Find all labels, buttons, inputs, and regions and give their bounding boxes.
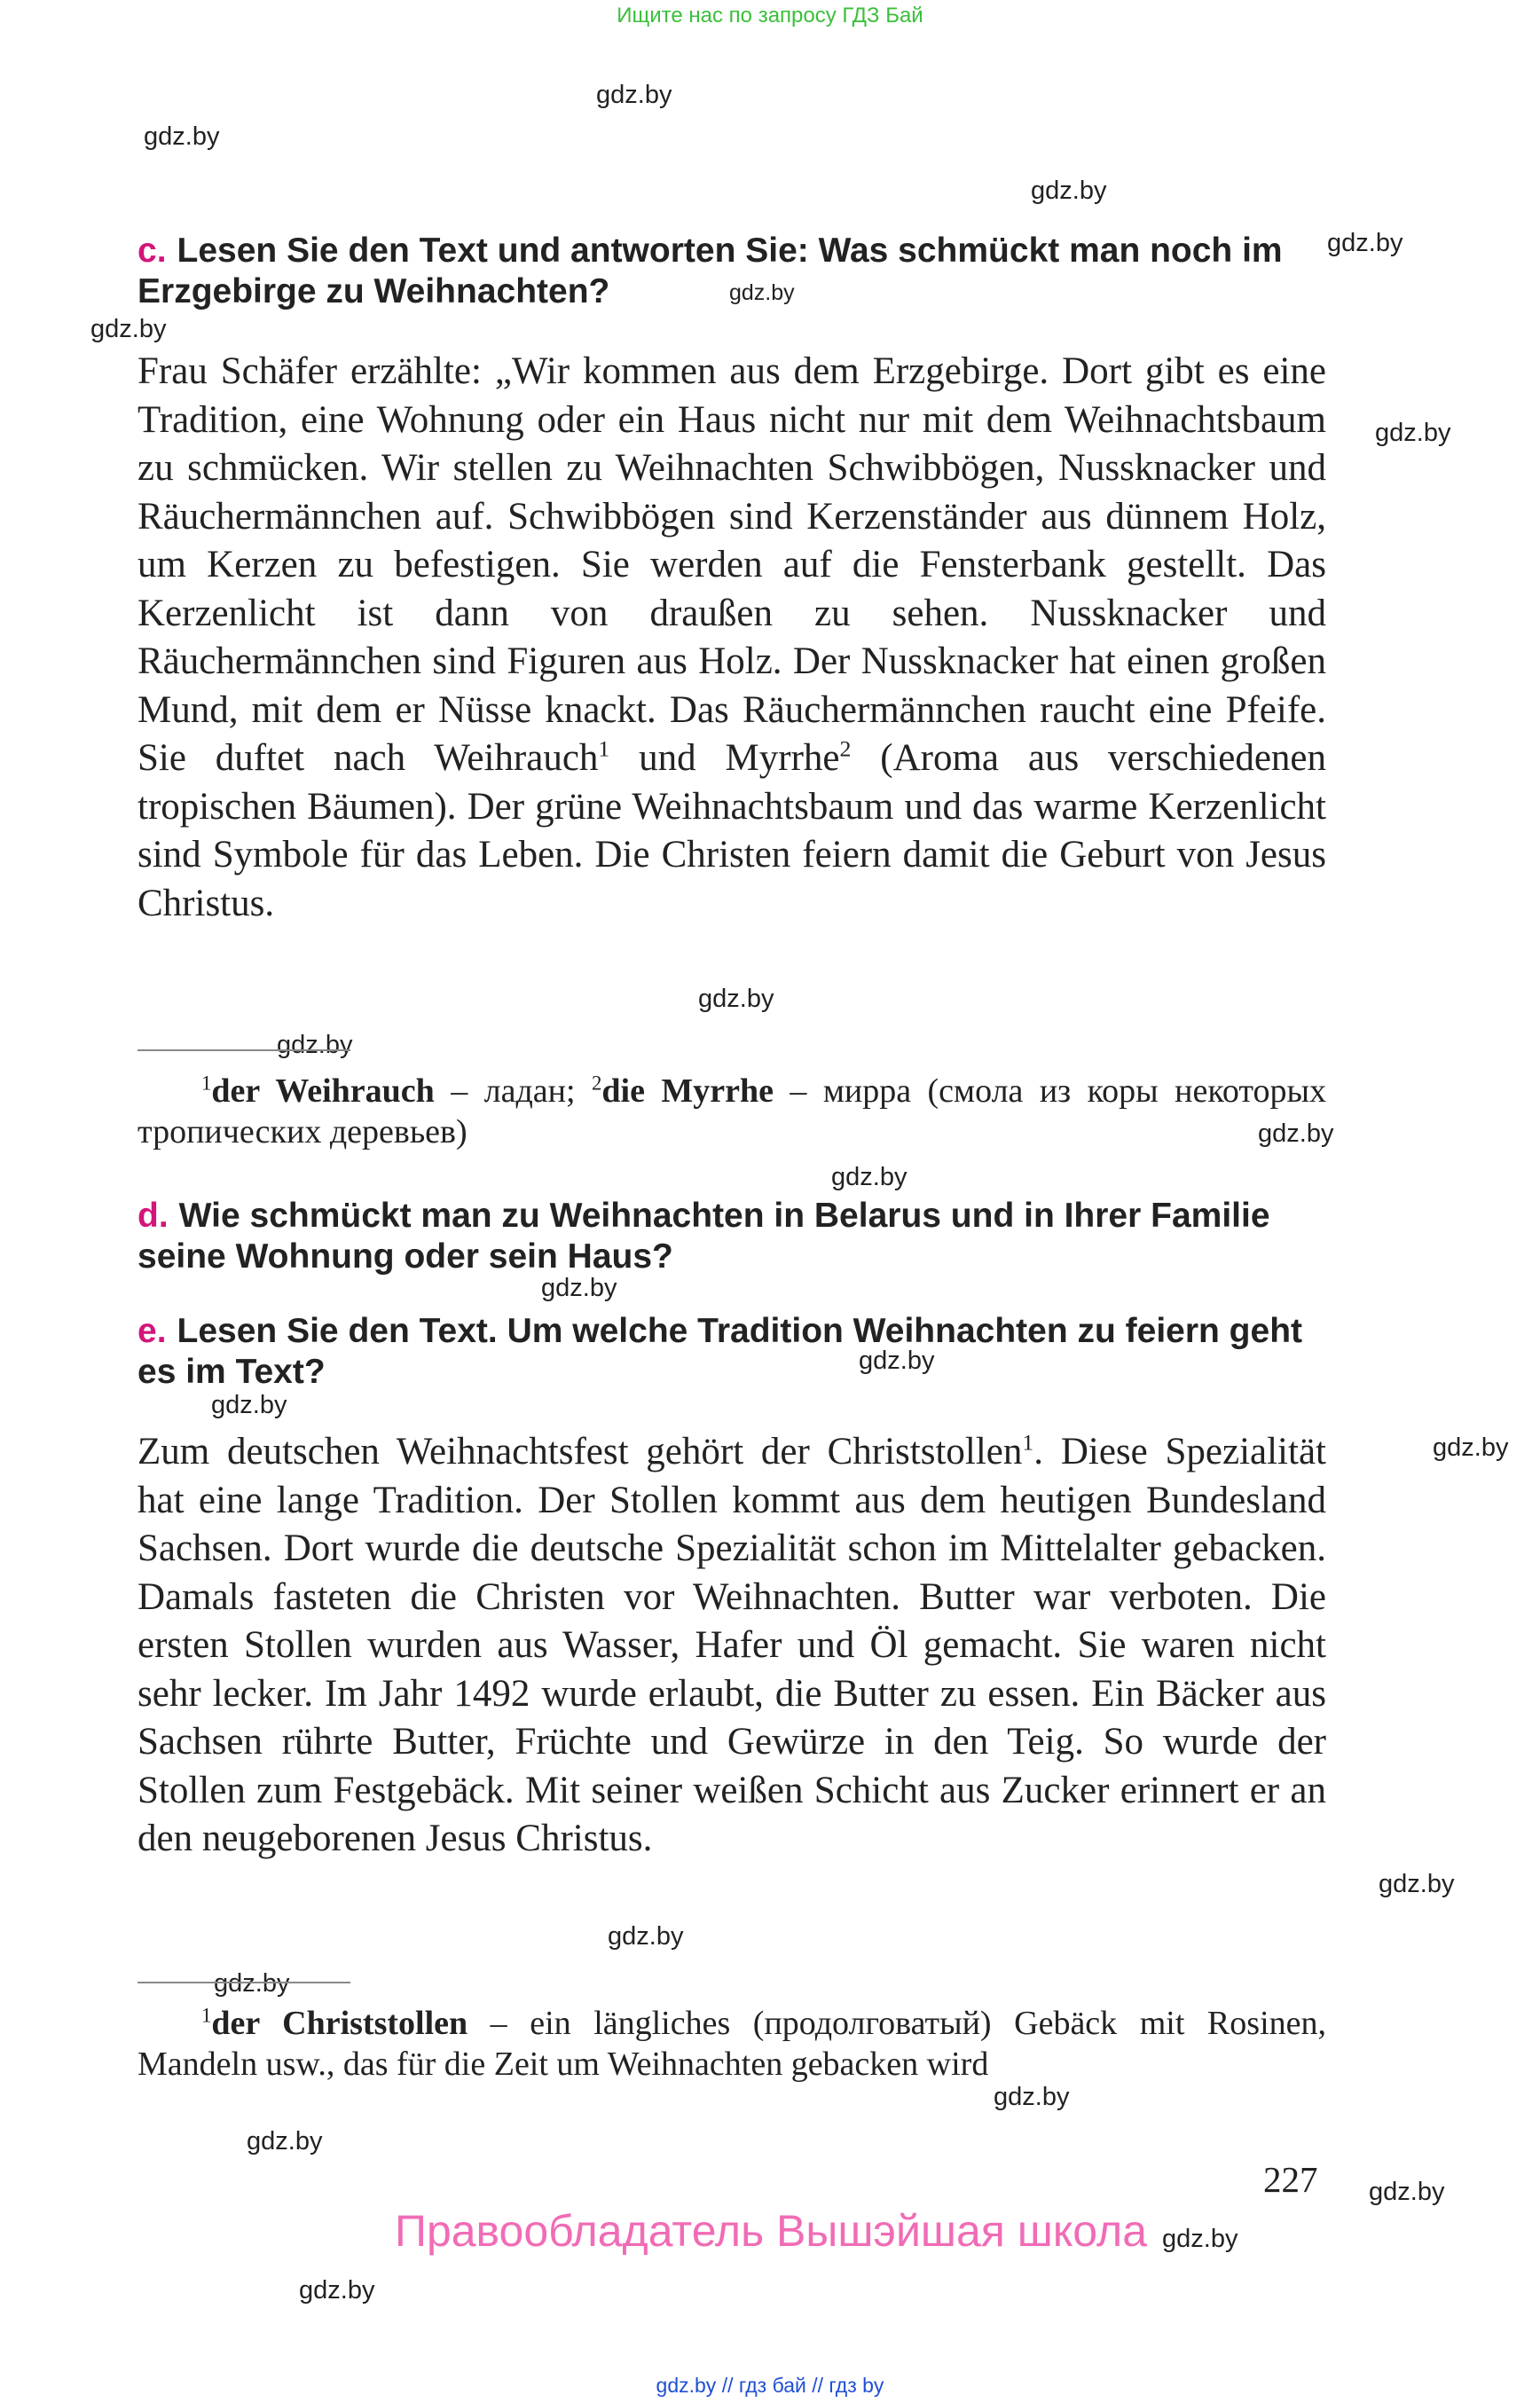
watermark: gdz.by — [596, 81, 672, 109]
watermark: gdz.by — [144, 122, 220, 151]
footnote-definition: – мирра (смола из коры некоторых тропических деревьев) — [138, 1072, 1326, 1150]
task-d-heading — [138, 1196, 1331, 1277]
footnote-c — [138, 1071, 1326, 1152]
footnote-marker: 1 — [598, 735, 610, 762]
bottom-links[interactable]: gdz.by // гдз бай // гдз by — [656, 2374, 884, 2397]
watermark: gdz.by — [1379, 1870, 1455, 1898]
watermark: gdz.by — [1162, 2225, 1238, 2253]
text-segment: Frau Schäfer erzählte: „Wir kommen aus dem Erzgebirge. Dort gibt es eine Tradition, eine Wohnung oder ein Haus nicht nur mit dem Weihnachtsbaum zu schmücken. Wir stellen zu Weihnachten Schwibbögen, Nussknacker und Räuchermännchen auf. Schwibbögen sind Kerzenständer aus dünnem Holz, um Kerzen zu befestigen. Sie werden auf die Fensterbank gestellt. Das Kerzenlicht ist dann von draußen zu sehen. Nussknacker und Räuchermännchen sind Figuren aus Holz. Der Nussknacker hat einen großen Mund, mit dem er Nüsse knackt. Das Räuchermännchen raucht eine Pfeife. Sie duftet nach Weihrauch — [138, 350, 1326, 779]
watermark: gdz.by — [831, 1163, 908, 1191]
task-e-heading — [138, 1311, 1331, 1393]
footnote-marker: 1 — [1022, 1429, 1034, 1456]
watermark: gdz.by — [859, 1347, 935, 1375]
watermark: gdz.by — [1375, 419, 1451, 447]
reading-text-c — [138, 348, 1326, 928]
text-segment: . Diese Spezialität hat eine lange Tradition. Der Stollen kommt aus dem heutigen Bundesland Sachsen. Dort wurde die deutsche Spezialität schon im Mittelalter gebacken. Damals fasteten die Christen vor Weihnachten. Butter war verboten. Die ersten Stollen wurden aus Wasser, Hafer und Öl gemacht. Sie waren nicht sehr lecker. Im Jahr 1492 wurde erlaubt, die Butter zu essen. Ein Bäcker aus Sachsen rührte Butter, Früchte und Gewürze in den Teig. So wurde der Stollen zum Festgebäck. Mit seiner weißen Schicht aus Zucker erinnert er an den neugeborenen Jesus Christus. — [138, 1431, 1326, 1859]
page-number: 227 — [1263, 2159, 1318, 2200]
text-segment: Zum deutschen Weihnachtsfest gehört der Christstollen — [138, 1431, 1023, 1472]
watermark: gdz.by — [299, 2276, 375, 2305]
footnote-term: die Myrrhe — [601, 1072, 774, 1110]
watermark: gdz.by — [247, 2127, 323, 2156]
footnote-term: der Christstollen — [211, 2005, 468, 2042]
watermark: gdz.by — [214, 1969, 290, 1998]
task-c-heading — [138, 231, 1331, 312]
watermark: gdz.by — [1258, 1119, 1334, 1148]
task-letter: d. — [138, 1197, 169, 1235]
watermark: gdz.by — [541, 1274, 617, 1302]
watermark: gdz.by — [1433, 1433, 1509, 1462]
footnote-marker: 1 — [201, 2004, 212, 2027]
footnote-divider — [138, 1049, 350, 1051]
watermark: gdz.by — [277, 1031, 353, 1059]
watermark: gdz.by — [1369, 2178, 1445, 2206]
footnote-divider — [138, 1982, 350, 1983]
rights-holder: Правообладатель Вышэйшая школа — [395, 2206, 1147, 2256]
watermark: gdz.by — [698, 985, 774, 1013]
footnote-definition: – ладан; — [434, 1072, 592, 1110]
footnote-definition: – ein längliches (продолговатый) Gebäck mit Rosinen, Mandeln usw., das für die Zeit um Weihnachten gebacken wird — [138, 2005, 1326, 2083]
footnote-marker: 2 — [839, 735, 852, 762]
watermark: gdz.by — [90, 315, 167, 343]
top-banner: Ищите нас по запросу ГДЗ Бай — [617, 4, 923, 27]
task-text: Lesen Sie den Text und antworten Sie: Was schmückt man noch im Erzgebirge zu Weihnachten? — [138, 232, 1283, 310]
watermark: gdz.by — [1031, 177, 1107, 205]
task-letter: e. — [138, 1312, 167, 1350]
footnote-marker: 1 — [201, 1072, 212, 1095]
text-segment: und Myrrhe — [609, 737, 840, 779]
reading-text-e — [138, 1428, 1326, 1864]
text-segment: (Aroma aus verschiedenen tropischen Bäumen). Der grüne Weihnachtsbaum und das warme Kerzenlicht sind Symbole für das Leben. Die Christen feiern damit die Geburt von Jesus Christus. — [138, 737, 1326, 924]
footnote-marker: 2 — [592, 1072, 602, 1095]
task-text: Wie schmückt man zu Weihnachten in Belarus und in Ihrer Familie seine Wohnung oder sein Haus? — [138, 1197, 1270, 1276]
watermark: gdz.by — [1327, 229, 1403, 257]
task-letter: c. — [138, 232, 167, 270]
footnote-term: der Weihrauch — [211, 1072, 435, 1110]
task-text: Lesen Sie den Text. Um welche Tradition Weihnachten zu feiern geht es im Text? — [138, 1312, 1303, 1391]
watermark: gdz.by — [994, 2083, 1070, 2111]
watermark: gdz.by — [211, 1391, 287, 1419]
footnote-e — [138, 2003, 1326, 2085]
watermark: gdz.by — [608, 1922, 684, 1951]
watermark: gdz.by — [729, 280, 795, 305]
